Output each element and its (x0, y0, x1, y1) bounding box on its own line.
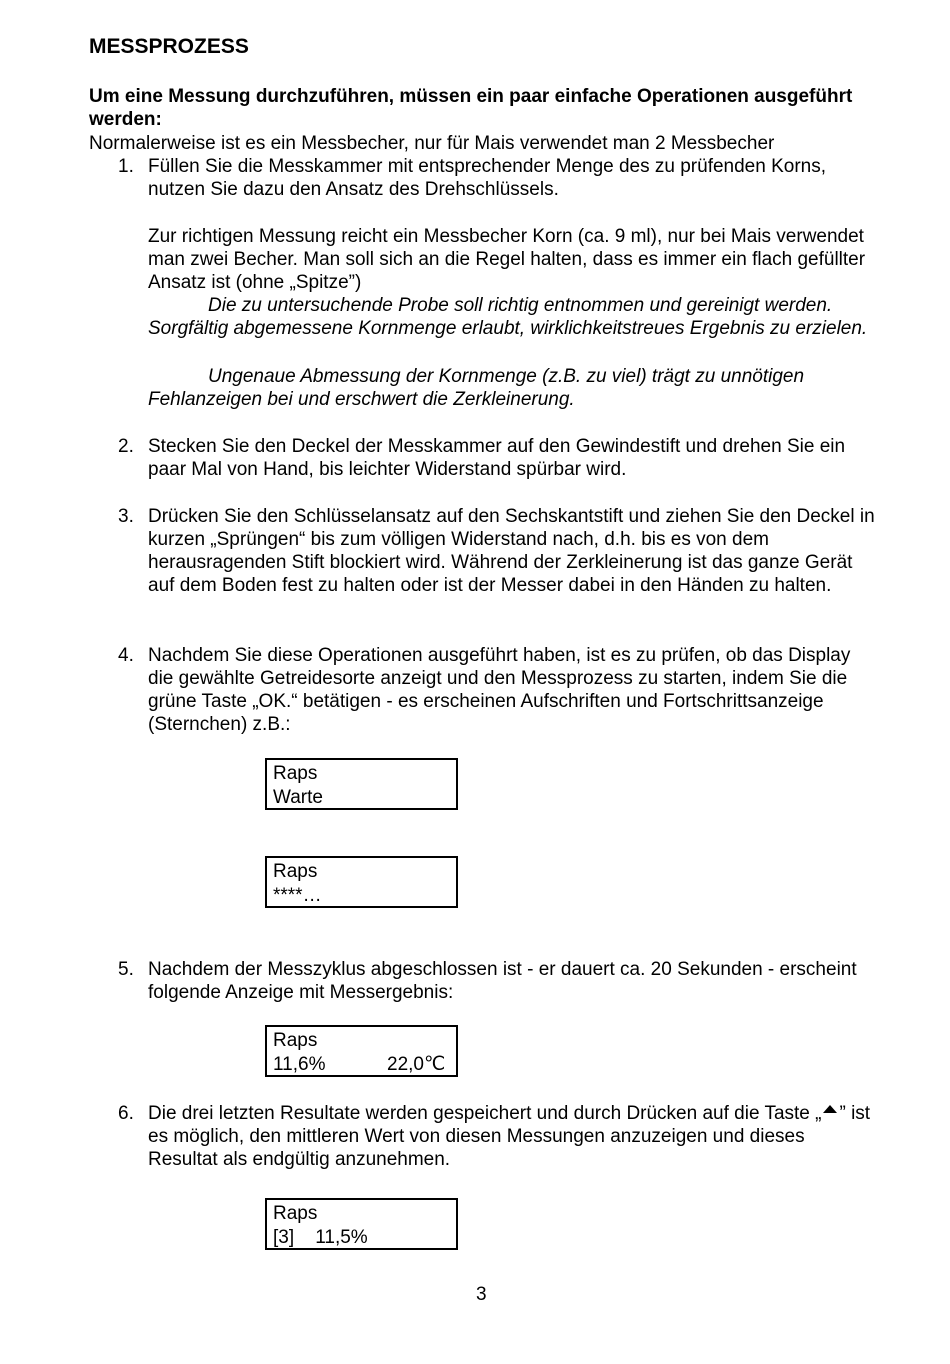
display-line-2: ****… (273, 885, 322, 906)
item-text: Nachdem Sie diese Operationen ausgeführt haben, ist es zu prüfen, ob das Display die gewählte Getreidesorte anzeigt und den Messprozess zu starten, indem Sie die grüne Taste „OK.“ betätigen - es erscheinen Aufschriften und Fortschrittsanzeige (Sternchen) z.B.: (148, 645, 851, 735)
display-box-average (265, 1198, 458, 1250)
display-temperature: 22,0℃ (387, 1054, 446, 1075)
page-number: 3 (476, 1284, 487, 1305)
page-title: MESSPROZESS (89, 35, 249, 58)
item-text-before: Die drei letzten Resultate werden gespeichert und durch Drücken auf die Taste „ (148, 1103, 822, 1124)
display-line-2: 11,6% (273, 1054, 326, 1075)
note-measuring-cup: Zur richtigen Messung reicht ein Messbecher Korn (ca. 9 ml), nur bei Mais verwendet man zwei Becher. Man soll sich an die Regel halten, dass es immer ein flach gefüllter Ansatz ist (ohne „Spitze”) (148, 226, 866, 293)
display-box-progress (265, 856, 458, 908)
up-arrow-icon (823, 1105, 837, 1113)
item-number: 3. (118, 506, 134, 527)
item-number: 2. (118, 436, 134, 457)
item-text: Stecken Sie den Deckel der Messkammer auf den Gewindestift und drehen Sie ein paar Mal von Hand, bis leichter Widerstand spürbar wird. (148, 436, 846, 480)
display-line-1: Raps (273, 763, 318, 784)
item-number: 4. (118, 645, 134, 666)
item-text-after: ” ist es möglich, den mittleren Wert von diesen Messungen anzuzeigen und dieses Resultat als endgültig anzunehmen. (148, 1103, 871, 1170)
item-text: Füllen Sie die Messkammer mit entsprechender Menge des zu prüfenden Korns, nutzen Sie dazu den Ansatz des Drehschlüssels. (148, 156, 827, 200)
display-line-2: [3] 11,5% (273, 1227, 368, 1248)
note-inaccurate-italic: Ungenaue Abmessung der Kornmenge (z.B. zu viel) trägt zu unnötigen Fehlanzeigen bei und erschwert die Zerkleinerung. (148, 366, 805, 410)
display-line-1: Raps (273, 1203, 318, 1224)
item-text: Nachdem der Messzyklus abgeschlossen ist - er dauert ca. 20 Sekunden - erscheint folgende Anzeige mit Messergebnis: (148, 959, 857, 1003)
item-number: 5. (118, 959, 134, 980)
display-line-1: Raps (273, 1030, 318, 1051)
item-number: 1. (118, 156, 134, 177)
item-text (148, 1102, 878, 1171)
intro-heading: Um eine Messung durchzuführen, müssen ein paar einfache Operationen ausgeführt werden: (89, 86, 853, 130)
display-line-1: Raps (273, 861, 318, 882)
note-sample-italic: Die zu untersuchende Probe soll richtig entnommen und gereinigt werden. Sorgfältig abgemessene Kornmenge erlaubt, wirklichkeitstreues Ergebnis zu erzielen. (148, 295, 868, 339)
display-box-result (265, 1025, 458, 1077)
display-line-2: Warte (273, 787, 323, 808)
item-number: 6. (118, 1103, 134, 1124)
item-text: Drücken Sie den Schlüsselansatz auf den Sechskantstift und ziehen Sie den Deckel in kurzen „Sprüngen“ bis zum völligen Widerstand nach, d.h. bis es von dem herausragenden Stift blockiert wird. Während der Zerkleinerung ist das ganze Gerät auf dem Boden fest zu halten oder ist der Messer dabei in den Händen zu halten. (148, 506, 875, 596)
display-box-waiting (265, 758, 458, 810)
intro-text: Normalerweise ist es ein Messbecher, nur für Mais verwendet man 2 Messbecher (89, 133, 775, 154)
